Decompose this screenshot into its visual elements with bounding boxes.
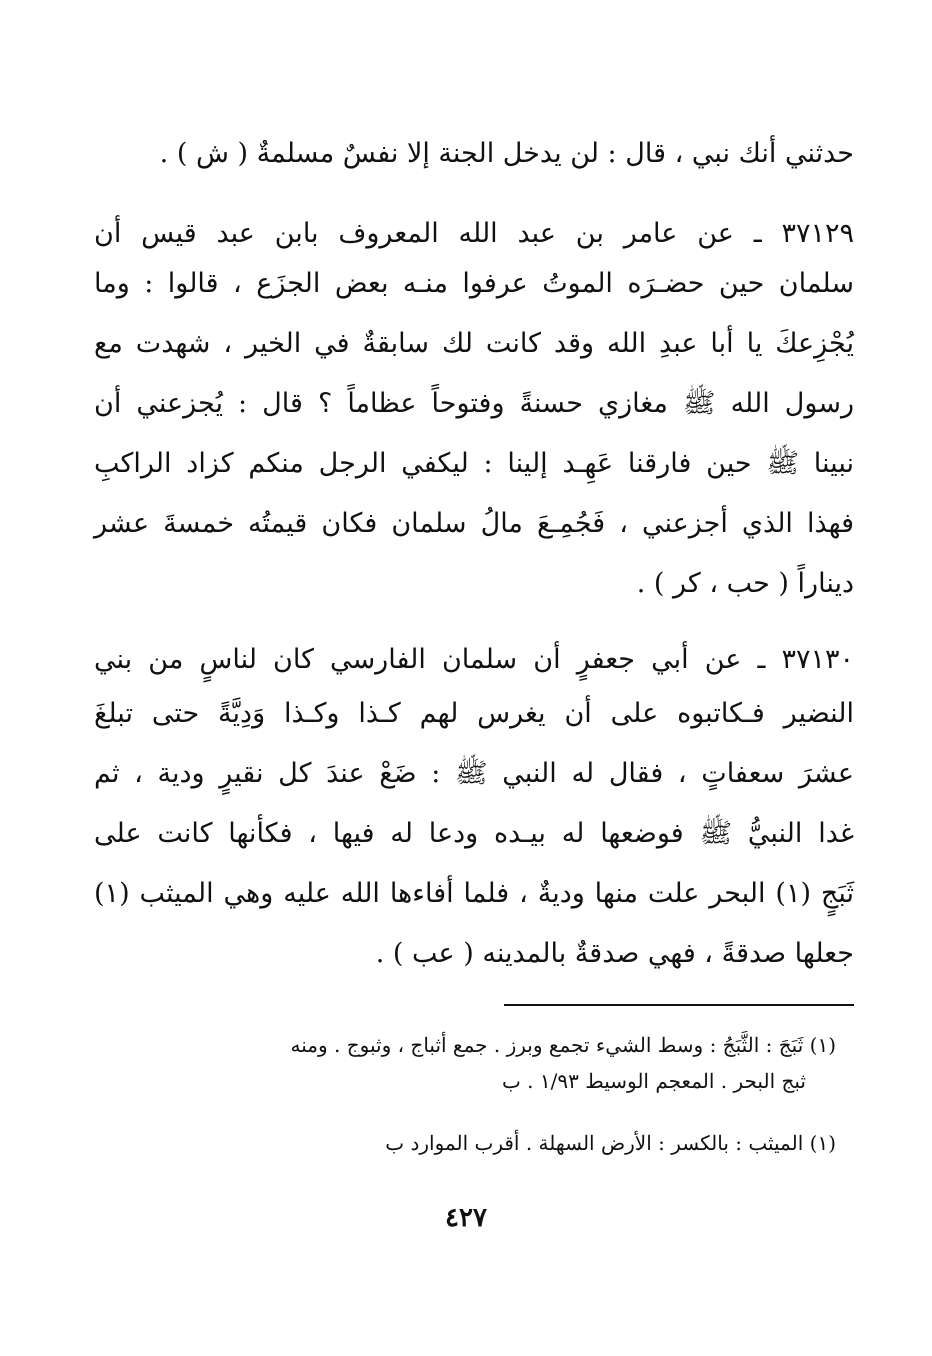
hadith-37129-line-6: فهذا الذي أجزعني ، فَجُمِـعَ مالُ سلمان فكان قيمتُه خمسةَ عشر [94,508,854,539]
hadith-37130-line-1: ٣٧١٣٠ ـ عن أبي جعفرٍ أن سلمان الفارسي كان لناسٍ من بني [94,644,854,675]
hadith-37129-line-7: ديناراً ( حب ، كر ) . [636,568,854,599]
footnote-2-line-1: الميثب : بالكسر : الأرض السهلة . أقرب الموارد ب [385,1131,804,1155]
hadith-37129-line-2: سلمان حين حضـرَه الموتُ عرفوا منـه بعض الجزَع ، قالوا : وما [94,268,854,299]
footnote-1-continuation: ثبج البحر . المعجم الوسيط ١/٩٣ . ب [501,1069,806,1093]
footnote-1 [94,1030,836,1060]
hadith-37129-line-1: ٣٧١٢٩ ـ عن عامر بن عبد الله المعروف بابن عبد قيس أن [94,218,854,249]
hadith-37129-line-4: رسول الله ﷺ مغازي حسنةً وفتوحاً عظاماً ؟ قال : يُجزعني أن [94,388,855,419]
hadith-37130-line-5: ثَبَجٍ (١) البحر علت منها وديةٌ ، فلما أفاءها الله عليه وهي الميثب (١) [94,878,854,909]
footnote-1-line-1: ثَبَجَ : الثَّبَجُ : وسط الشيء تجمع وبرز . جمع أثباج ، وثبوج . ومنه [290,1033,804,1057]
hadith-37130-line-3: عشرَ سعفاتٍ ، فقال له النبي ﷺ : ضَعْ عندَ كل نقيرٍ ودية ، ثم [94,758,854,789]
footnote-separator [504,1004,854,1006]
footnote-2 [94,1128,836,1158]
hadith-37129-line-3: يُجْزِعكَ يا أبا عبدِ الله وقد كانت لك سابقةٌ في الخير ، شهدت مع [94,328,854,359]
hadith-37130-line-4: غدا النبيُّ ﷺ فوضعها له بيـده ودعا له فيها ، فكأنها كانت على [94,818,854,849]
paragraph-1-line-1: حدثني أنك نبي ، قال : لن يدخل الجنة إلا نفسٌ مسلمةٌ ( ش ) . [159,138,854,169]
footnote-1-marker: (١) [809,1033,836,1057]
hadith-37130-line-6: جعلها صدقةً ، فهي صدقةٌ بالمدينه ( عب ) . [375,938,854,969]
hadith-37130-line-2: النضير فـكاتبوه على أن يغرس لهم كـذا وكـذا وَدِيَّةً حتى تبلغَ [94,698,854,729]
hadith-37129-line-5: نبينا ﷺ حين فارقنا عَهِـد إلينا : ليكفي الرجل منكم كزاد الراكبِ [94,448,854,479]
footnote-2-marker: (١) [809,1131,836,1155]
page-number: ٤٢٧ [445,1203,487,1233]
